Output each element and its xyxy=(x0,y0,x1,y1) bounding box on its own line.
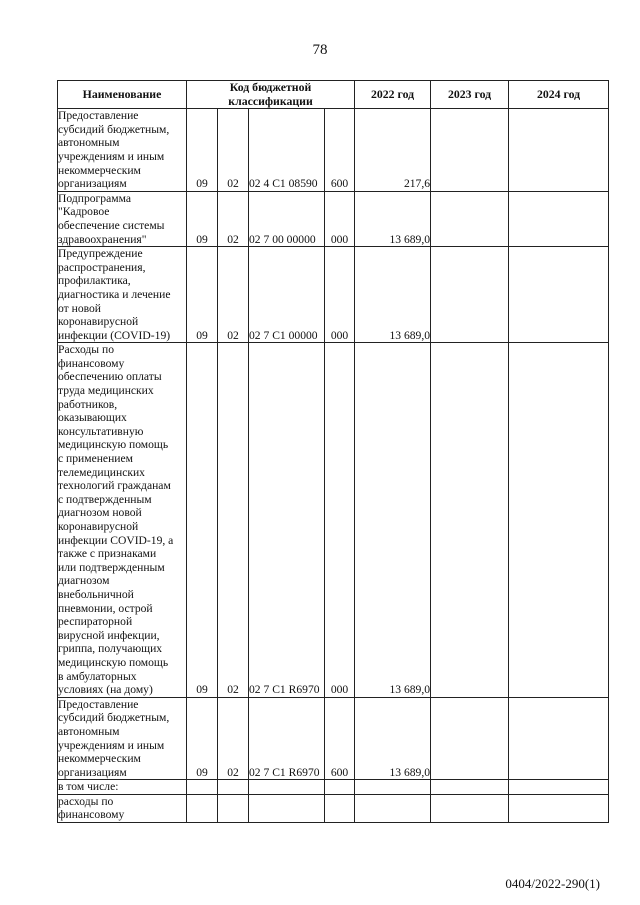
row-name-text: Предупреждение распространения, профилактика, диагностика и лечение от новой коронавирусной инфекции (COVID-19) xyxy=(58,247,171,342)
header-2023: 2023 год xyxy=(431,81,509,109)
cell-section xyxy=(187,794,218,822)
cell-2023 xyxy=(431,794,509,822)
cell-2022: 13 689,0 xyxy=(355,697,431,780)
cell-target-article: 02 7 00 00000 xyxy=(249,191,325,246)
cell-2024 xyxy=(509,109,609,192)
cell-subsection xyxy=(218,780,249,795)
cell-name xyxy=(58,343,187,697)
row-name-text: расходы по финансовому xyxy=(58,794,125,822)
budget-table xyxy=(57,80,609,823)
cell-2023 xyxy=(431,191,509,246)
header-name: Наименование xyxy=(58,81,187,109)
cell-name xyxy=(58,109,187,192)
table-row xyxy=(58,697,609,780)
cell-expense-type: 600 xyxy=(325,109,355,192)
table-row xyxy=(58,780,609,795)
row-name-text: Подпрограмма "Кадровое обеспечение системы здравоохранения" xyxy=(58,191,165,246)
header-2024: 2024 год xyxy=(509,81,609,109)
table-row xyxy=(58,247,609,343)
cell-target-article xyxy=(249,780,325,795)
cell-name xyxy=(58,794,187,822)
cell-2023 xyxy=(431,697,509,780)
header-budget-code: Код бюджетной классификации xyxy=(187,81,355,109)
cell-2024 xyxy=(509,191,609,246)
table-row xyxy=(58,191,609,246)
cell-expense-type xyxy=(325,794,355,822)
table-body xyxy=(58,109,609,823)
cell-2024 xyxy=(509,697,609,780)
cell-section: 09 xyxy=(187,343,218,697)
cell-expense-type: 600 xyxy=(325,697,355,780)
cell-name xyxy=(58,191,187,246)
cell-2023 xyxy=(431,109,509,192)
header-2022: 2022 год xyxy=(355,81,431,109)
cell-2023 xyxy=(431,343,509,697)
row-name-text: Предоставление субсидий бюджетным, автономным учреждениям и иным некоммерческим организациям xyxy=(58,697,170,779)
cell-2024 xyxy=(509,794,609,822)
row-name-text: Расходы по финансовому обеспечению оплаты труда медицинских работников, оказывающих консультативную медицинскую помощь с применением телемедицинских технологий гражданам с подтвержденным диагнозом новой коронавирусной инфекции COVID-19, а также с признаками или подтвержденным диагнозом внебольничной пневмонии, острой респираторной вирусной инфекции, гриппа, получающих медицинскую помощь в амбулаторных условиях (на дому) xyxy=(58,343,174,697)
table-row xyxy=(58,343,609,697)
cell-2022: 13 689,0 xyxy=(355,191,431,246)
cell-2022: 13 689,0 xyxy=(355,247,431,343)
cell-subsection: 02 xyxy=(218,191,249,246)
cell-expense-type: 000 xyxy=(325,343,355,697)
cell-name xyxy=(58,247,187,343)
cell-2022: 217,6 xyxy=(355,109,431,192)
document-code: 0404/2022-290(1) xyxy=(505,876,600,891)
table-header-row xyxy=(58,81,609,109)
cell-section: 09 xyxy=(187,697,218,780)
row-name-text: в том числе: xyxy=(58,780,119,794)
cell-subsection: 02 xyxy=(218,343,249,697)
cell-2023 xyxy=(431,247,509,343)
cell-2022 xyxy=(355,780,431,795)
cell-section: 09 xyxy=(187,109,218,192)
row-name-text: Предоставление субсидий бюджетным, автономным учреждениям и иным некоммерческим организациям xyxy=(58,109,170,191)
cell-expense-type: 000 xyxy=(325,247,355,343)
cell-target-article: 02 7 C1 R6970 xyxy=(249,697,325,780)
cell-2023 xyxy=(431,780,509,795)
cell-2022 xyxy=(355,794,431,822)
cell-2024 xyxy=(509,247,609,343)
table-row xyxy=(58,109,609,192)
cell-target-article xyxy=(249,794,325,822)
cell-subsection: 02 xyxy=(218,109,249,192)
cell-target-article: 02 7 C1 00000 xyxy=(249,247,325,343)
cell-section: 09 xyxy=(187,247,218,343)
cell-subsection: 02 xyxy=(218,247,249,343)
cell-2022: 13 689,0 xyxy=(355,343,431,697)
cell-target-article: 02 7 C1 R6970 xyxy=(249,343,325,697)
cell-subsection xyxy=(218,794,249,822)
cell-expense-type xyxy=(325,780,355,795)
cell-target-article: 02 4 C1 08590 xyxy=(249,109,325,192)
table-row xyxy=(58,794,609,822)
cell-subsection: 02 xyxy=(218,697,249,780)
page-number: 78 xyxy=(312,42,328,58)
cell-name xyxy=(58,697,187,780)
cell-expense-type: 000 xyxy=(325,191,355,246)
cell-2024 xyxy=(509,780,609,795)
cell-section: 09 xyxy=(187,191,218,246)
cell-section xyxy=(187,780,218,795)
cell-name xyxy=(58,780,187,795)
cell-2024 xyxy=(509,343,609,697)
